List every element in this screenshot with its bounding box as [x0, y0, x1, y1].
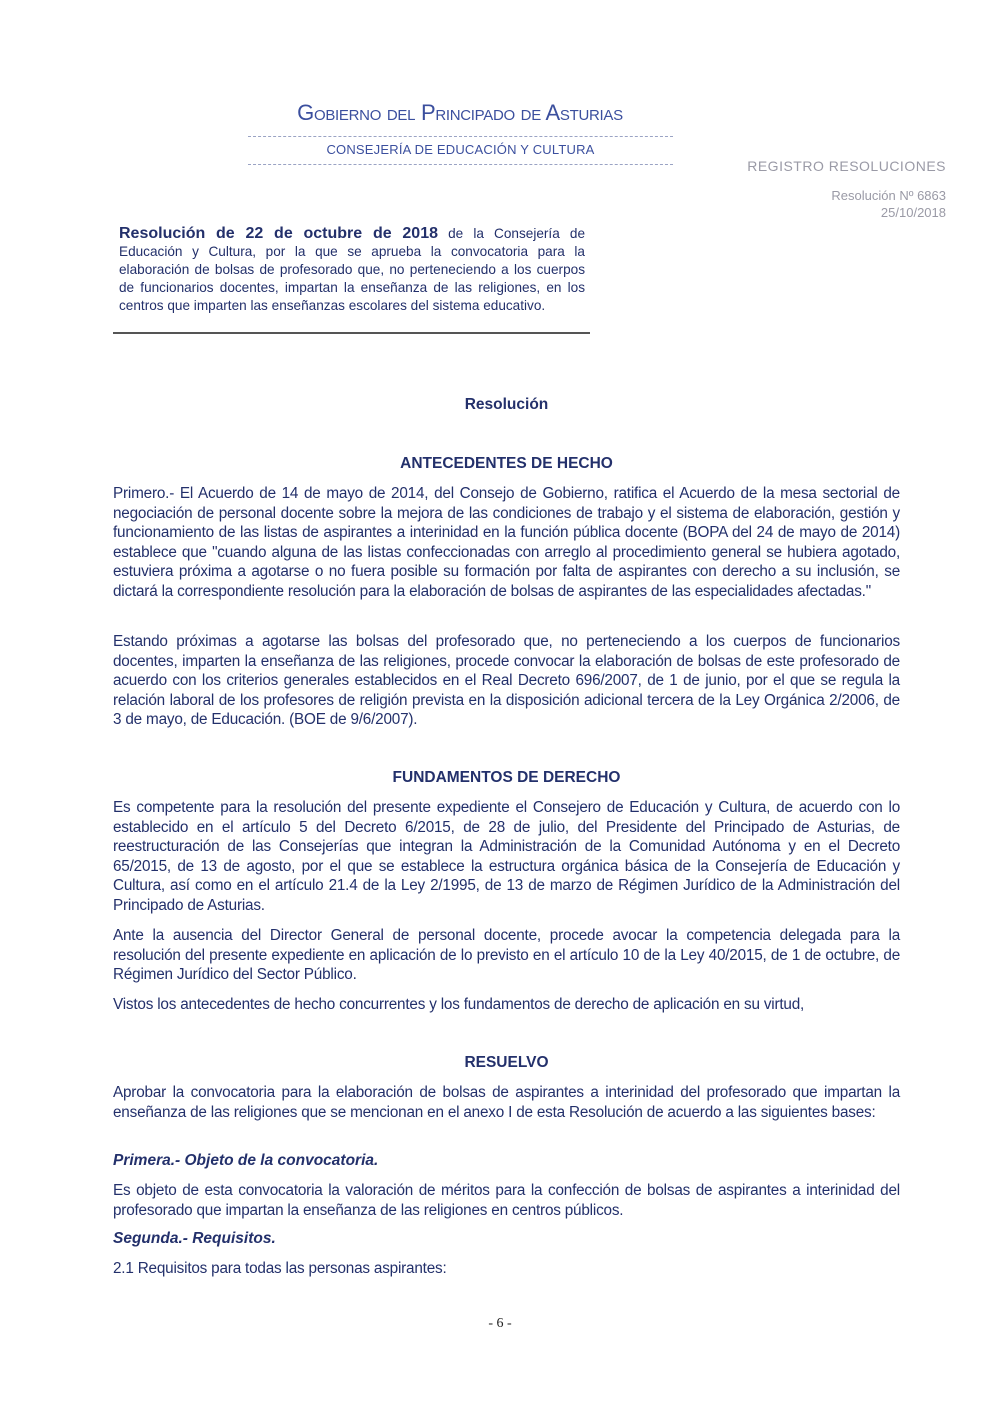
paragraph: Ante la ausencia del Director General de personal docente, procede avocar la competencia delegada para la resolución del presente expediente en aplicación de lo previsto en el artículo 10 de la Ley 40/2015, de 1 de octubre, de Régimen Jurídico del Sector Público.	[113, 927, 900, 984]
fundamentos-heading: FUNDAMENTOS DE DERECHO	[392, 769, 621, 786]
section-title: Primera.- Objeto de la convocatoria.	[113, 1152, 379, 1169]
paragraph: Es competente para la resolución del presente expediente el Consejero de Educación y Cultura, de acuerdo con lo establecido en el artículo 5 del Decreto 6/2015, de 28 de julio, del Presidente del Principado de Asturias, de reestructuración de las Consejerías que integran la Administración de la Comunidad Autónoma y en el Decreto 65/2015, de 13 de agosto, por el que se establece la estructura orgánica básica de la Consejería de Educación y Cultura, así como en el artículo 21.4 de la Ley 2/1995, de 13 de marzo de Régimen Jurídico de la Administración del Principado de Asturias.	[113, 799, 900, 914]
antecedentes-heading: ANTECEDENTES DE HECHO	[400, 455, 613, 472]
resuelvo-heading: RESUELVO	[464, 1054, 549, 1071]
paragraph: Es objeto de esta convocatoria la valoración de méritos para la confección de bolsas de aspirantes a interinidad del profesorado que impartan la enseñanza de las religiones en centros públicos.	[113, 1182, 900, 1219]
page-number: - 6 -	[488, 1316, 512, 1331]
section-title: Segunda.- Requisitos.	[113, 1230, 276, 1247]
government-name: Gobierno del Principado de Asturias	[297, 100, 623, 125]
registry-stamp-number: Resolución Nº 6863	[831, 188, 946, 203]
registry-stamp-title: REGISTRO RESOLUCIONES	[747, 158, 946, 174]
paragraph: Estando próximas a agotarse las bolsas del profesorado que, no perteneciendo a los cuerpos de funcionarios docentes, imparten la enseñanza de las religiones, procede convocar la elaboración de bolsas de este profesorado de acuerdo con los criterios generales establecidos en el Real Decreto 696/2007, de 1 de junio, por el que se regula la relación laboral de los profesores de religión prevista en la disposición adicional tercera de la Ley Orgánica 2/2006, de 3 de mayo, de Educación. (BOE de 9/6/2007).	[113, 633, 900, 729]
department-name: CONSEJERÍA DE EDUCACIÓN Y CULTURA	[326, 142, 595, 157]
paragraph: 2.1 Requisitos para todas las personas aspirantes:	[113, 1260, 447, 1277]
summary-bold: Resolución de 22 de octubre de 2018	[119, 225, 438, 242]
summary-divider	[113, 332, 590, 334]
paragraph: Aprobar la convocatoria para la elaboración de bolsas de aspirantes a interinidad del profesorado que impartan la enseñanza de las religiones que se mencionan en el anexo I de esta Resolución de acuerdo a las siguientes bases:	[113, 1084, 900, 1121]
resolution-summary	[119, 225, 585, 315]
document-title: Resolución	[464, 396, 549, 413]
header-divider	[248, 164, 673, 165]
paragraph: Vistos los antecedentes de hecho concurrentes y los fundamentos de derecho de aplicación en su virtud,	[113, 996, 805, 1013]
header-divider	[248, 136, 673, 137]
summary-text: de la Consejería de Educación y Cultura, por la que se aprueba la convocatoria para la elaboración de bolsas de profesorado que, no perteneciendo a los cuerpos de funcionarios docentes, impartan la enseñanza de las religiones, en los centros que imparten las enseñanzas escolares del sistema educativo.	[119, 226, 586, 313]
paragraph: Primero.- El Acuerdo de 14 de mayo de 2014, del Consejo de Gobierno, ratifica el Acuerdo de la mesa sectorial de negociación de personal docente sobre la mejora de las condiciones de trabajo y el sistema de elaboración, gestión y funcionamiento de las listas de aspirantes a interinidad en la función pública docente (BOPA del 24 de mayo de 2014) establece que "cuando alguna de las listas confeccionadas con arreglo al procedimiento general se hubiera agotado, estuviera próxima a agotarse o no fuera posible su formación por falta de aspirantes con derecho a su inclusión, se dictará la correspondiente resolución para la elaboración de bolsas de aspirantes de las especialidades afectadas."	[113, 485, 900, 600]
registry-stamp-date: 25/10/2018	[880, 205, 946, 220]
